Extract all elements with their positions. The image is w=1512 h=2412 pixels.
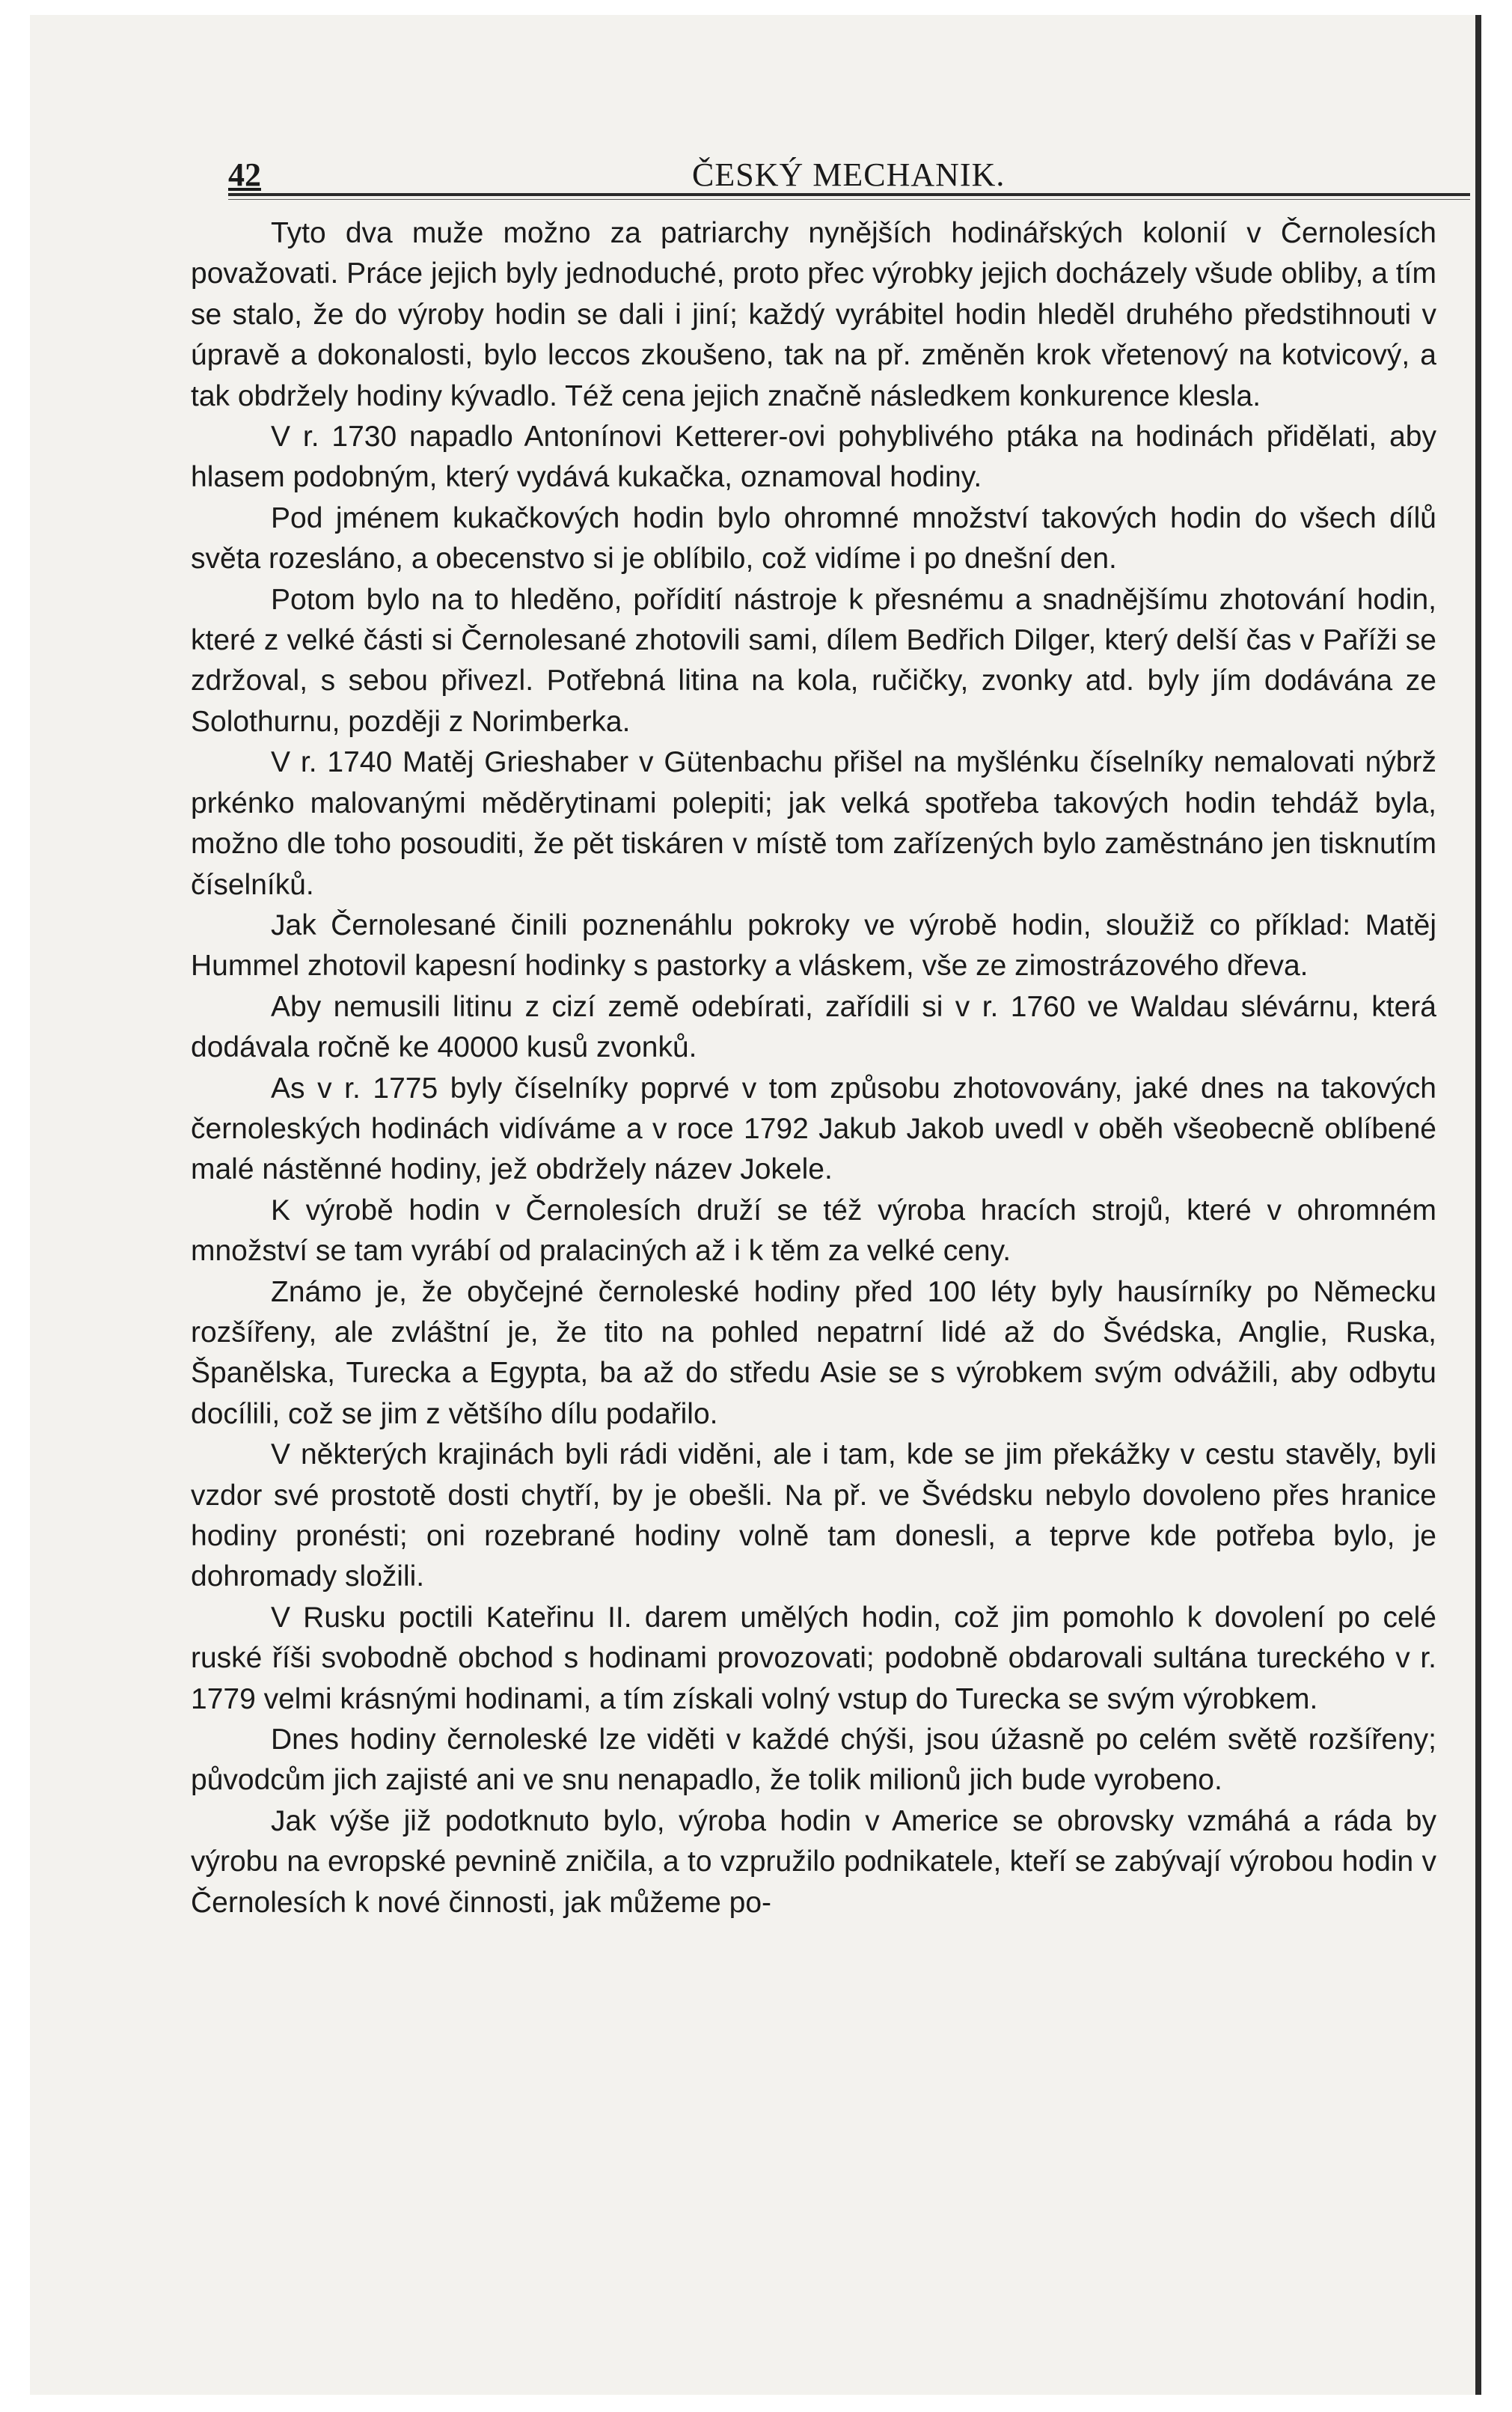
- paragraph: Dnes hodiny černoleské lze viděti v každé chýši, jsou úžasně po celém světě rozšířeny; původcům jich zajisté ani ve snu nenapadlo, že tolik milionů jich bude vyrobeno.: [191, 1723, 1436, 1797]
- paragraph: V r. 1730 napadlo Antonínovi Ketterer-ovi pohyblivého ptáka na hodinách přidělati, aby hlasem podobným, který vydává kukačka, oznamoval hodiny.: [191, 421, 1436, 494]
- paragraph: Pod jménem kukačkových hodin bylo ohromné množství takových hodin do všech dílů světa rozesláno, a obecenstvo si je oblíbilo, což vidíme i po dnešní den.: [191, 501, 1436, 575]
- paragraph: Aby nemusili litinu z cizí země odebírati, zařídili si v r. 1760 ve Waldau slévárnu, která dodávala ročně ke 40000 kusů zvonků.: [191, 990, 1436, 1064]
- paragraph: Jak Černolesané činili poznenáhlu pokroky ve výrobě hodin, sloužiž co příklad: Matěj Hummel zhotovil kapesní hodinky s pastorky a vláskem, vše ze zimostrázového dřeva.: [191, 909, 1436, 983]
- paragraph: Potom bylo na to hleděno, pořídití nástroje k přesnému a snadnějšímu zhotování hodin, které z velké části si Černolesané zhotovili sami, dílem Bedřich Dilger, který delší čas v Paříži se zdržoval, s sebou přivezl. Potřebná litina na kola, ručičky, zvonky atd. byly jím dodávána ze Solothurnu, později z Norimberka.: [191, 583, 1436, 738]
- paragraph: K výrobě hodin v Černolesích druží se též výroba hracích strojů, které v ohromném množství se tam vyrábí od pralaciných až i k těm za velké ceny.: [191, 1194, 1436, 1268]
- page-number: 42: [228, 156, 261, 193]
- paragraph: Známo je, že obyčejné černoleské hodiny před 100 léty byly hausírníky po Německu rozšířeny, ale zvláštní je, že tito na pohled nepatrní lidé až do Švédska, Anglie, Ruska, Španělska, Turecka a Egypta, ba až do středu Asie se s výrobkem svým odvážili, aby odbytu docílili, což se jim z většího dílu podařilo.: [191, 1275, 1436, 1430]
- paragraph: As v r. 1775 byly číselníky poprvé v tom způsobu zhotovovány, jaké dnes na takových černoleských hodinách vidíváme a v roce 1792 Jakub Jakob uvedl v oběh všeobecně oblíbené malé nástěnné hodiny, jež obdržely název Jokele.: [191, 1072, 1436, 1186]
- paragraph: V r. 1740 Matěj Grieshaber v Gütenbachu přišel na myšlénku číselníky nemalovati nýbrž prkénko malovanými měděrytinami polepiti; jak velká spotřeba takových hodin tehdáž byla, možno dle toho posouditi, že pět tiskáren v místě tom zařízených bylo zaměstnáno jen tisknutím číselníků.: [191, 746, 1436, 901]
- page-header: [198, 135, 1485, 193]
- body-text: [191, 213, 1436, 1923]
- paragraph: Jak výše již podotknuto bylo, výroba hodin v Americe se obrovsky vzmáhá a ráda by výrobu na evropské pevnině zničila, a to vzpružilo podnikatele, kteří se zabývají výrobou hodin v Černolesích k nové činnosti, jak můžeme po-: [191, 1804, 1436, 1919]
- header-rule-thin: [228, 199, 1470, 200]
- paragraph: V Rusku poctili Kateřinu II. darem umělých hodin, což jim pomohlo k dovolení po celé ruské říši svobodně obchod s hodinami provozovati; podobně obdarovali sultána tureckého v r. 1779 velmi krásnými hodinami, a tím získali volný vstup do Turecka se svým výrobkem.: [191, 1601, 1436, 1715]
- paragraph: Tyto dva muže možno za patriarchy nynějších hodinářských kolonií v Černolesích považovati. Práce jejich byly jednoduché, proto přec výrobky jejich docházely všude obliby, a tím se stalo, že do výroby hodin se dali i jiní; každý vyrábitel hodin hleděl druhého předstihnouti v úpravě a dokonalosti, bylo leccos zkoušeno, tak na př. změněn krok vřetenový na kotvicový, a tak obdržely hodiny kývadlo. Též cena jejich značně následkem konkurence klesla.: [191, 217, 1436, 412]
- paragraph: V některých krajinách byli rádi viděni, ale i tam, kde se jim překážky v cestu stavěly, byli vzdor své prostotě dosti chytří, by je obešli. Na př. ve Švédsku nebylo dovoleno přes hranice hodiny pronésti; oni rozebrané hodiny volně tam donesli, a teprve kde potřeba bylo, je dohromady složili.: [191, 1438, 1436, 1593]
- running-title: ČESKÝ MECHANIK.: [692, 156, 1006, 193]
- header-rule: [228, 193, 1470, 196]
